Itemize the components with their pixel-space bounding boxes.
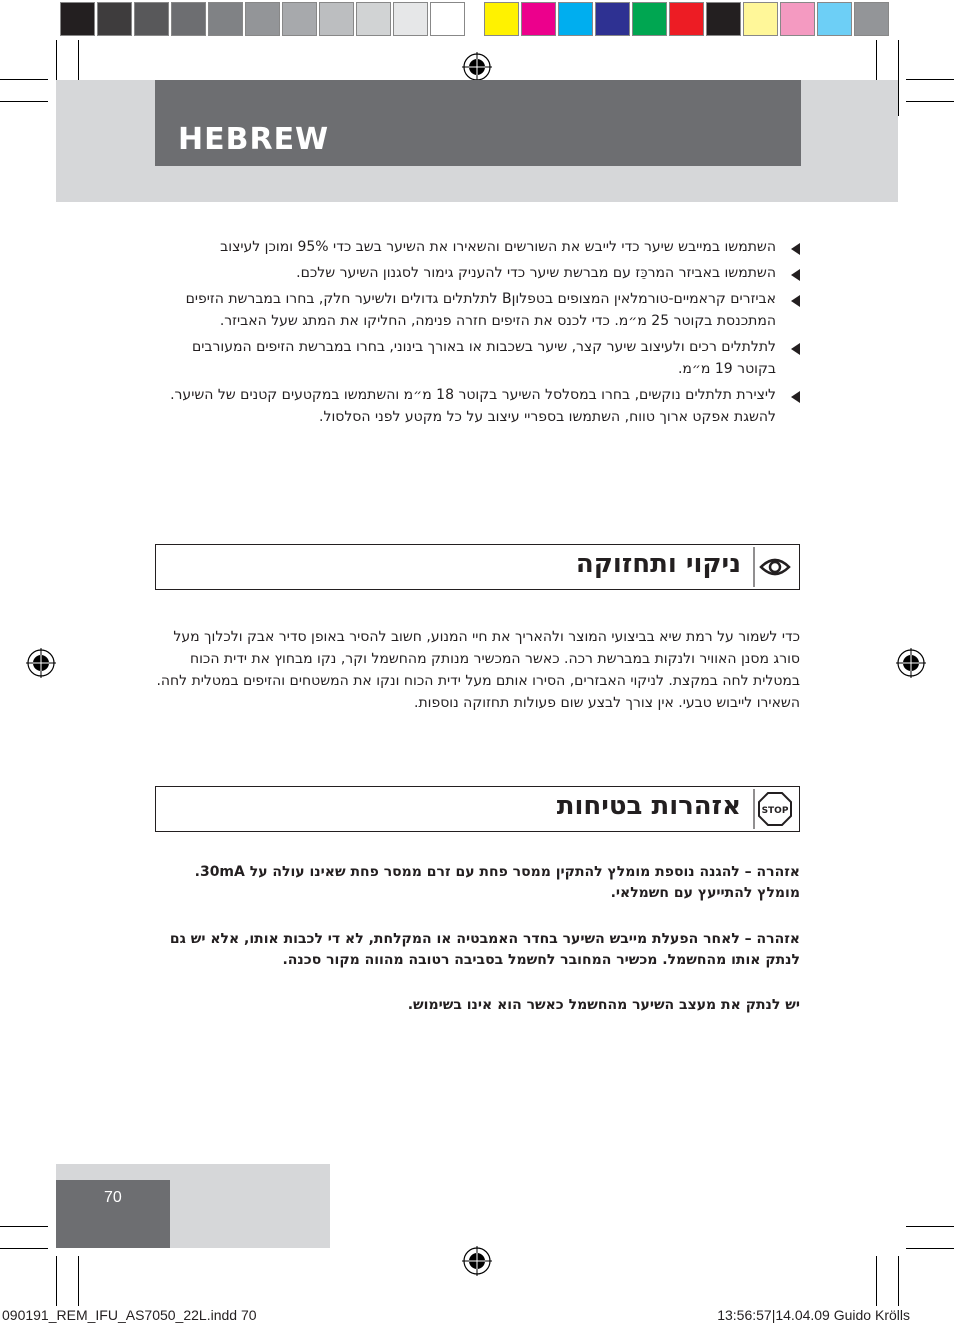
crop-mark xyxy=(0,1226,48,1227)
page-number: 70 xyxy=(104,1189,122,1206)
crop-mark xyxy=(78,1256,79,1306)
color-swatch xyxy=(484,2,519,36)
color-swatch xyxy=(393,2,428,36)
color-swatch xyxy=(595,2,630,36)
crop-mark xyxy=(0,79,48,80)
registration-mark-icon xyxy=(896,648,926,678)
registration-mark-icon xyxy=(26,648,56,678)
crop-mark xyxy=(898,1256,899,1306)
color-swatch xyxy=(171,2,206,36)
color-swatch xyxy=(706,2,741,36)
registration-mark-icon xyxy=(462,1246,492,1276)
safety-section-header xyxy=(155,786,800,832)
cleaning-section-header xyxy=(155,544,800,590)
color-swatch xyxy=(282,2,317,36)
crop-mark xyxy=(0,1248,48,1249)
color-swatch xyxy=(669,2,704,36)
list-item: לתלתלים רכים ולעיצוב שיער קצר, שיער בשכבות או באורך בינוני, בחרו במברשת הזיפים המעורבים בקוטר 19 מ״מ. xyxy=(155,336,800,380)
crop-mark xyxy=(906,79,954,80)
color-swatch xyxy=(521,2,556,36)
color-swatch xyxy=(319,2,354,36)
color-swatch xyxy=(430,2,465,36)
stop-icon xyxy=(753,789,797,829)
color-swatch xyxy=(245,2,280,36)
crop-mark xyxy=(906,1226,954,1227)
language-title: HEBREW xyxy=(178,122,330,157)
color-swatch xyxy=(208,2,243,36)
crop-mark xyxy=(0,101,48,102)
color-swatch xyxy=(854,2,889,36)
warning-paragraph: אזהרה – להגנה נוספת מומלץ להתקין ממסר פחת עם זרם ממסר פחת שאינו עולה על 30mA. מומלץ להתייעץ עם חשמלאי. xyxy=(194,864,800,901)
gray-calibration-bar xyxy=(60,2,467,38)
color-swatch xyxy=(780,2,815,36)
color-calibration-bar xyxy=(484,2,891,38)
footer-file-info: 090191_REM_IFU_AS7050_22L.indd 70 xyxy=(2,1307,257,1323)
color-swatch xyxy=(97,2,132,36)
usage-tips-list xyxy=(155,236,800,432)
color-swatch xyxy=(558,2,593,36)
color-swatch xyxy=(356,2,391,36)
eye-icon xyxy=(753,547,797,587)
list-item: השתמשו במייבש שיער כדי לייבש את השורשים והשאירו את השיער בשב כדי 95% ומוכן לעיצוב xyxy=(155,236,800,258)
color-swatch xyxy=(743,2,778,36)
list-item: אביזרים קראמיים-טורמלאין המצופים בטפלוןB לתלתלים גדולים ולשיער חלק, בחרו במברשת הזיפים המתכנסת בקוטר 25 מ״מ. כדי לכנס את הזיפים חזרה פנימה, החליקו את המתג שעל האביזר. xyxy=(155,288,800,332)
list-item: ליצירת תלתלים נוקשים, בחרו במסלסל השיער בקוטר 18 מ״מ והשתמשו במקטעים קטנים של השיער. להשגת אפקט ארוך טווח, השתמשו בספריי עיצוב על כל מקטע לפני הסלסול. xyxy=(155,384,800,428)
warning-paragraph: יש לנתק את מעצב השיער מהחשמל כאשר הוא אינו בשימוש. xyxy=(407,997,800,1013)
color-swatch xyxy=(632,2,667,36)
crop-mark xyxy=(876,1256,877,1306)
crop-mark xyxy=(898,40,899,116)
list-item: השתמשו באביזר המרכֵּז עם מברשת שיער כדי להעניק גימור לסגנון השיער שלכם. xyxy=(155,262,800,284)
color-swatch xyxy=(134,2,169,36)
cleaning-paragraph: כדי לשמור על רמת שיא בביצועי המוצר ולהאריך את חיי המנוע, חשוב להסיר באופן סדיר אבק ולכלוך מעל סורג מסנן האוויר ולנקות במברשת רכה. כאשר המכשיר מנותק מהחשמל וקר, נקו מבחוץ את ידית הכוח במטלית לחה במקצת. לניקוי האבזרים, הסירו אותם מעל ידית הכוח ונקו את המשטחים והזיפים במטלית לחה. השאירו לייבוש טבעי. אין צורך לבצע שום פעולות תחזוקה נוספות. xyxy=(156,629,800,711)
safety-title: אזהרות בטיחות xyxy=(556,791,741,821)
color-swatch xyxy=(817,2,852,36)
warning-paragraph: אזהרה – לאחר הפעלת מייבש השיער בחדר האמבטיה או המקלחת, לא די לכבות אותו, אלא יש גם לנתק אותו מהחשמל. מכשיר המחובר לחשמל בסביבה רטובה מהווה מקור סכנה. xyxy=(169,931,800,968)
cleaning-title: ניקוי ותחזוקה xyxy=(575,549,741,579)
crop-mark xyxy=(56,1256,57,1306)
color-swatch xyxy=(60,2,95,36)
crop-mark xyxy=(906,1248,954,1249)
crop-mark xyxy=(906,101,954,102)
stop-icon-label: STOP xyxy=(761,806,789,816)
registration-mark-icon xyxy=(462,52,492,82)
footer-timestamp: 13:56:57|14.04.09 Guido Krölls xyxy=(717,1307,910,1323)
